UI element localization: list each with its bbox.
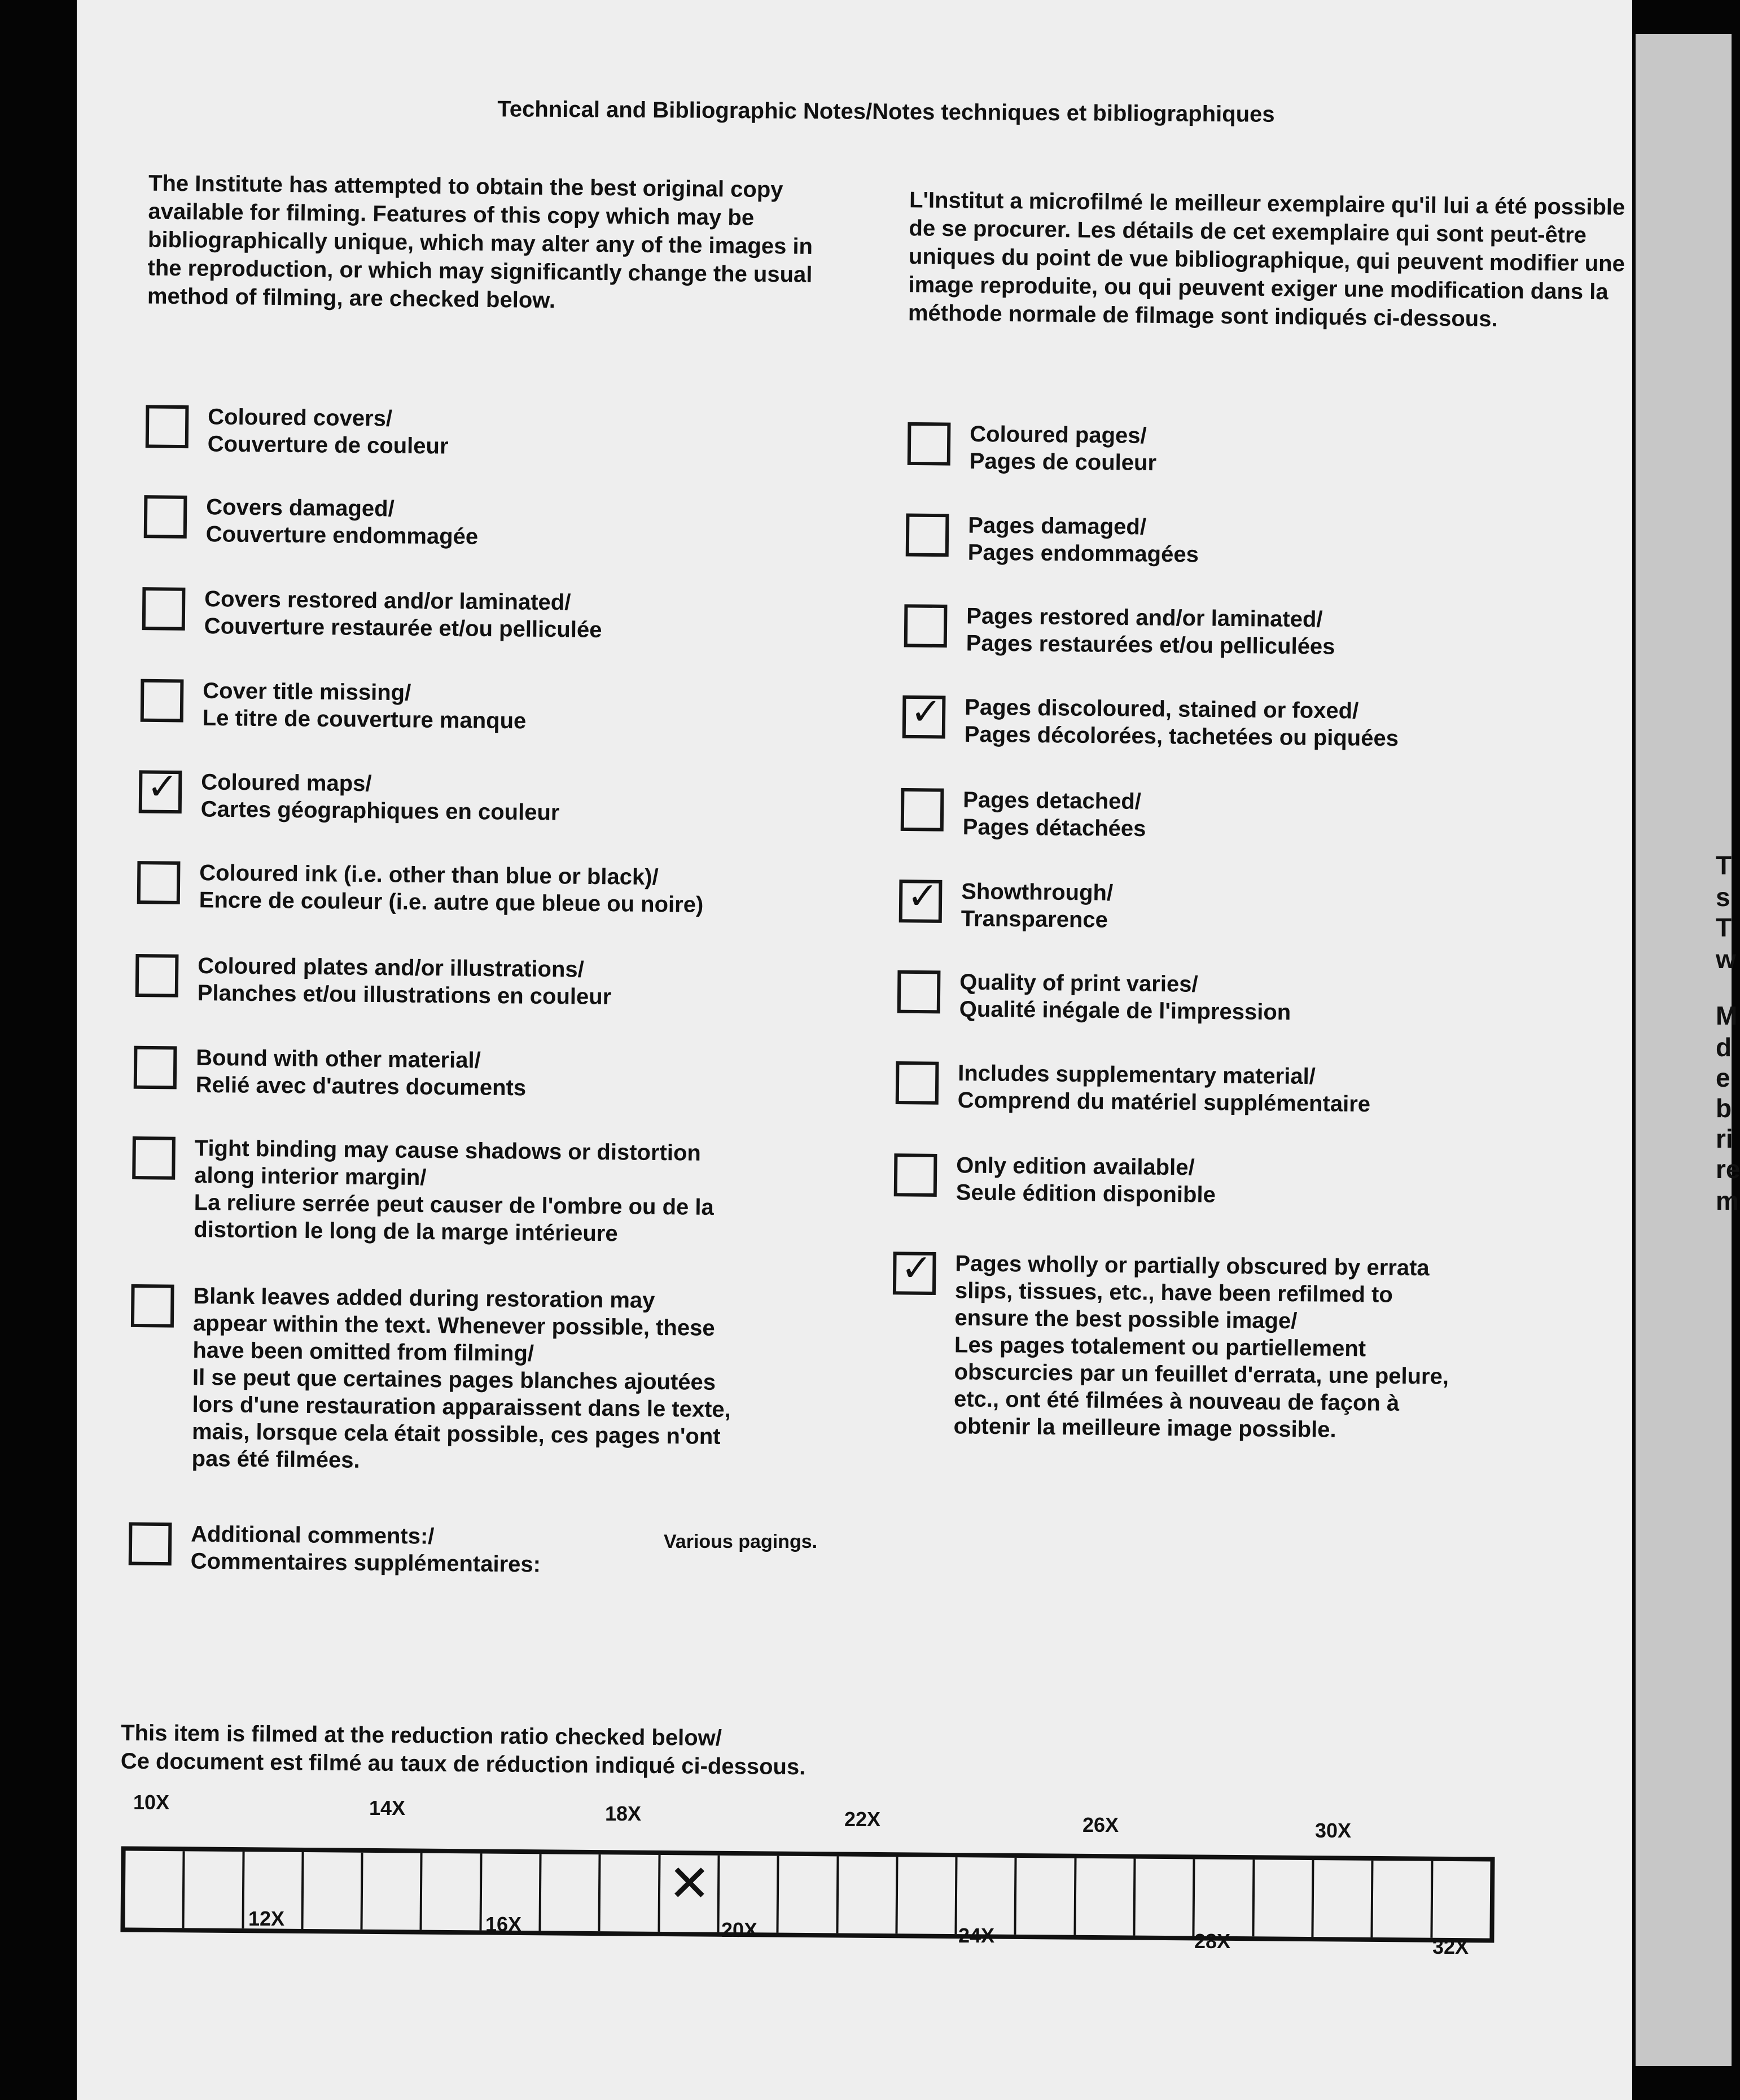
ratio-label-top-4: 26X: [1082, 1813, 1119, 1836]
right-item-1[interactable]: [906, 514, 1199, 568]
edge-fragment-3: w: [1716, 944, 1736, 974]
ratio-cell-0[interactable]: [125, 1851, 185, 1928]
right-item-label-2: [966, 602, 1336, 660]
right-item-3[interactable]: [902, 689, 1399, 752]
left-item-9-line-2: have been omitted from filming/: [192, 1337, 534, 1366]
right-item-9-line-4: obscurcies par un feuillet d'errata, une pelure,: [954, 1359, 1449, 1389]
ratio-cell-3[interactable]: [303, 1852, 363, 1930]
left-item-8-line-0: Tight binding may cause shadows or distortion: [194, 1136, 702, 1166]
left-item-10[interactable]: [129, 1522, 541, 1578]
right-item-label-6: [959, 969, 1291, 1026]
ratio-label-bottom-1: 16X: [485, 1913, 522, 1936]
right-item-5[interactable]: [899, 874, 1114, 934]
left-checkbox-8[interactable]: [132, 1136, 176, 1180]
ratio-cell-5[interactable]: [422, 1853, 482, 1931]
right-item-9-line-6: obtenir la meilleure image possible.: [953, 1414, 1336, 1442]
right-item-9-line-5: etc., ont été filmées à nouveau de façon à: [953, 1386, 1400, 1416]
left-item-8[interactable]: [132, 1136, 715, 1248]
left-item-10-line-0: Additional comments:/: [191, 1521, 435, 1549]
left-item-0[interactable]: [146, 405, 449, 460]
right-item-5-line-1: Transparence: [961, 906, 1108, 933]
ratio-label-bottom-5: 32X: [1432, 1935, 1469, 1958]
left-checkbox-4[interactable]: [139, 764, 182, 813]
left-item-label-6: [198, 952, 612, 1010]
ratio-cell-4[interactable]: [363, 1853, 423, 1930]
left-item-5-line-0: Coloured ink (i.e. other than blue or black)/: [199, 860, 659, 890]
left-item-9-line-5: mais, lorsque cela était possible, ces pages n'ont: [191, 1419, 721, 1449]
ratio-cell-8[interactable]: [601, 1854, 660, 1932]
edge-fragment-6: e: [1716, 1063, 1730, 1092]
ratio-label-bottom-0: 12X: [248, 1907, 285, 1930]
ratio-cell-19[interactable]: [1254, 1860, 1314, 1937]
right-checkbox-2[interactable]: [904, 604, 948, 648]
edge-fragment-1: s: [1716, 882, 1730, 912]
left-item-9-line-1: appear within the text. Whenever possible, these: [192, 1310, 715, 1341]
right-item-label-9: [953, 1250, 1450, 1444]
page-title: Technical and Bibliographic Notes/Notes techniques et bibliographiques: [497, 97, 1275, 127]
ratio-cell-21[interactable]: [1373, 1861, 1433, 1938]
left-item-2[interactable]: [142, 587, 603, 644]
left-item-0-line-0: Coloured covers/: [208, 404, 393, 431]
right-item-4-line-0: Pages detached/: [963, 787, 1142, 815]
notes-sheet: [77, 0, 1632, 2100]
left-checkbox-3[interactable]: [141, 679, 184, 723]
left-item-label-5: [199, 859, 704, 918]
ratio-label-bottom-3: 24X: [958, 1924, 995, 1947]
left-item-6[interactable]: [135, 954, 612, 1010]
right-item-8[interactable]: [894, 1153, 1216, 1208]
ratio-label-top-5: 30X: [1315, 1819, 1352, 1842]
ratio-label-bottom-2: 20X: [721, 1918, 758, 1941]
left-item-label-1: [206, 493, 479, 550]
left-item-6-line-1: Planches et/ou illustrations en couleur: [197, 981, 612, 1010]
right-checkbox-7[interactable]: [896, 1061, 939, 1105]
right-item-3-line-1: Pages décolorées, tachetées ou piquées: [964, 721, 1399, 751]
left-item-4-line-0: Coloured maps/: [201, 769, 372, 797]
left-item-9[interactable]: [129, 1284, 731, 1477]
left-item-9-line-0: Blank leaves added during restoration may: [193, 1283, 655, 1313]
right-item-8-line-0: Only edition available/: [956, 1153, 1195, 1180]
left-item-4[interactable]: [139, 764, 560, 826]
right-item-9[interactable]: [891, 1246, 1450, 1444]
intro-french: L'Institut a microfilmé le meilleur exemplaire qu'il lui a été possible de se procurer. Les détails de cet exemplaire qui sont peut-être uniques du point de vue bibliographique, qui peuvent modifier une image reproduite, ou qui peuvent exiger une modification dans la méthode normale de filmage sont indiqués ci-dessous.: [908, 187, 1625, 332]
right-item-5-line-0: Showthrough/: [961, 879, 1114, 905]
right-item-label-7: [958, 1060, 1371, 1118]
left-checkbox-6[interactable]: [135, 954, 179, 998]
ratio-cell-20[interactable]: [1313, 1860, 1373, 1937]
left-checkbox-0[interactable]: [146, 405, 189, 448]
right-checkbox-9[interactable]: [893, 1246, 936, 1295]
left-item-3-line-0: Cover title missing/: [203, 678, 411, 706]
reduction-ratio-heading-en: This item is filmed at the reduction ratio checked below/: [121, 1720, 722, 1751]
left-item-7[interactable]: [134, 1046, 527, 1102]
right-item-6[interactable]: [897, 970, 1291, 1026]
reduction-ratio-heading-fr: Ce document est filmé au taux de réduction indiqué ci-dessous.: [120, 1748, 806, 1780]
right-checkbox-8[interactable]: [894, 1153, 937, 1197]
right-item-7-line-1: Comprend du matériel supplémentaire: [957, 1088, 1371, 1117]
right-item-7-line-0: Includes supplementary material/: [958, 1061, 1316, 1090]
left-item-2-line-0: Covers restored and/or laminated/: [204, 587, 571, 615]
edge-fragment-0: T: [1716, 851, 1732, 880]
edge-fragment-7: b: [1716, 1093, 1732, 1123]
ratio-cell-14[interactable]: [957, 1857, 1017, 1935]
right-item-1-line-0: Pages damaged/: [968, 513, 1147, 540]
edge-fragment-5: d: [1716, 1032, 1732, 1062]
right-item-2[interactable]: [904, 604, 1336, 660]
right-item-9-line-0: Pages wholly or partially obscured by errata: [955, 1251, 1430, 1281]
edge-fragment-10: m: [1716, 1186, 1739, 1215]
right-item-8-line-1: Seule édition disponible: [956, 1180, 1216, 1208]
left-item-3[interactable]: [141, 679, 527, 735]
reduction-ratio-scale: [120, 1846, 1494, 1943]
ratio-label-top-2: 18X: [605, 1802, 642, 1825]
left-item-7-line-0: Bound with other material/: [196, 1045, 481, 1073]
ratio-cell-13[interactable]: [897, 1857, 957, 1934]
right-checkbox-6[interactable]: [897, 970, 941, 1014]
left-item-3-line-1: Le titre de couverture manque: [202, 705, 527, 734]
left-item-4-line-1: Cartes géographiques en couleur: [200, 797, 560, 825]
right-item-label-5: [961, 878, 1114, 934]
left-checkbox-1[interactable]: [144, 495, 187, 539]
right-item-9-line-3: Les pages totalement ou partiellement: [954, 1332, 1366, 1362]
left-checkbox-2[interactable]: [142, 587, 186, 631]
ratio-cell-7[interactable]: [541, 1854, 601, 1931]
additional-comments-value: Various pagings.: [664, 1531, 818, 1552]
right-item-0-line-1: Pages de couleur: [969, 448, 1157, 476]
right-item-2-line-1: Pages restaurées et/ou pelliculées: [966, 631, 1335, 659]
left-item-0-line-1: Couverture de couleur: [207, 431, 449, 459]
ratio-label-top-3: 22X: [844, 1808, 881, 1831]
ratio-cell-9[interactable]: [660, 1855, 720, 1932]
edge-fragment-4: M: [1716, 1001, 1738, 1030]
edge-fragment-8: ri: [1716, 1124, 1733, 1153]
ratio-cell-15[interactable]: [1016, 1858, 1076, 1935]
right-item-label-3: [965, 694, 1399, 752]
right-item-4-line-1: Pages détachées: [962, 814, 1146, 842]
right-item-2-line-0: Pages restored and/or laminated/: [966, 603, 1323, 632]
left-item-label-0: [208, 403, 449, 460]
right-item-1-line-1: Pages endommagées: [967, 540, 1199, 567]
left-item-8-line-3: distortion le long de la marge intérieure: [194, 1217, 618, 1246]
left-item-label-9: [191, 1283, 731, 1477]
left-checkbox-10[interactable]: [129, 1522, 172, 1565]
right-checkbox-4[interactable]: [901, 788, 944, 832]
edge-fragment-9: re: [1716, 1154, 1740, 1184]
right-item-4[interactable]: [901, 788, 1147, 842]
left-checkbox-7[interactable]: [134, 1046, 177, 1090]
checkmark-icon: ✓: [906, 874, 939, 918]
right-item-label-0: [970, 421, 1157, 476]
left-item-5[interactable]: [137, 861, 704, 918]
checkmark-icon: ✓: [146, 764, 178, 809]
left-item-7-line-1: Relié avec d'autres documents: [195, 1072, 527, 1101]
ratio-cell-12[interactable]: [838, 1856, 898, 1933]
left-item-label-3: [203, 677, 527, 735]
right-item-7[interactable]: [896, 1061, 1371, 1118]
left-item-8-line-2: La reliure serrée peut causer de l'ombre ou de la: [194, 1190, 714, 1220]
right-checkbox-0[interactable]: [908, 422, 951, 466]
left-item-label-8: [194, 1135, 715, 1248]
left-checkbox-5[interactable]: [137, 861, 181, 904]
intro-english: The Institute has attempted to obtain the best original copy available for filming. Features of this copy which may be bibliographically unique, which may alter any of the images in the reproduction, or which may significantly change the usual method of filming, are checked below.: [147, 170, 813, 313]
ratio-x-mark: ✕: [668, 1854, 711, 1914]
ratio-cell-1[interactable]: [185, 1851, 244, 1928]
right-item-0-line-0: Coloured pages/: [970, 421, 1147, 448]
left-item-10-line-1: Commentaires supplémentaires:: [190, 1548, 541, 1577]
right-item-6-line-1: Qualité inégale de l'impression: [959, 996, 1291, 1025]
left-checkbox-9[interactable]: [131, 1284, 174, 1328]
ratio-label-top-0: 10X: [133, 1791, 170, 1814]
right-item-label-4: [963, 786, 1147, 842]
right-item-0[interactable]: [908, 422, 1157, 476]
left-item-label-4: [201, 768, 560, 826]
ratio-cell-11[interactable]: [779, 1856, 839, 1933]
right-checkbox-5[interactable]: [899, 874, 943, 923]
right-item-label-1: [968, 512, 1199, 568]
right-item-3-line-0: Pages discoloured, stained or foxed/: [965, 694, 1359, 724]
left-item-6-line-0: Coloured plates and/or illustrations/: [198, 953, 584, 982]
left-item-1-line-1: Couverture endommagée: [205, 522, 479, 549]
ratio-cell-16[interactable]: [1076, 1858, 1136, 1936]
left-item-5-line-1: Encre de couleur (i.e. autre que bleue ou noire): [199, 887, 704, 917]
ratio-label-top-1: 14X: [369, 1796, 406, 1819]
right-item-9-line-1: slips, tissues, etc., have been refilmed to: [954, 1278, 1393, 1307]
edge-fragment-2: T: [1716, 913, 1732, 942]
ratio-label-bottom-4: 28X: [1194, 1930, 1231, 1953]
right-item-label-8: [956, 1152, 1216, 1208]
left-item-9-line-3: Il se peut que certaines pages blanches ajoutées: [192, 1364, 716, 1395]
left-item-1[interactable]: [144, 495, 479, 550]
checkmark-icon: ✓: [900, 1246, 933, 1290]
right-item-9-line-2: ensure the best possible image/: [954, 1305, 1298, 1334]
reduction-ratio-heading: [121, 1719, 806, 1782]
left-item-label-10: [191, 1521, 541, 1578]
left-item-8-line-1: along interior margin/: [194, 1163, 427, 1191]
ratio-cell-22[interactable]: [1432, 1861, 1490, 1939]
left-item-9-line-4: lors d'une restauration apparaissent dans le texte,: [192, 1392, 731, 1423]
left-item-label-2: [204, 585, 603, 644]
right-item-6-line-0: Quality of print varies/: [959, 969, 1198, 997]
left-item-1-line-0: Covers damaged/: [206, 495, 395, 522]
checkmark-icon: ✓: [910, 689, 942, 734]
ratio-cell-18[interactable]: [1195, 1859, 1255, 1936]
right-checkbox-1[interactable]: [906, 514, 949, 557]
left-item-2-line-1: Couverture restaurée et/ou pelliculée: [204, 614, 602, 642]
left-item-label-7: [196, 1044, 527, 1102]
ratio-cell-17[interactable]: [1135, 1859, 1195, 1936]
right-checkbox-3[interactable]: [902, 689, 946, 739]
left-item-9-line-6: pas été filmées.: [191, 1446, 360, 1473]
